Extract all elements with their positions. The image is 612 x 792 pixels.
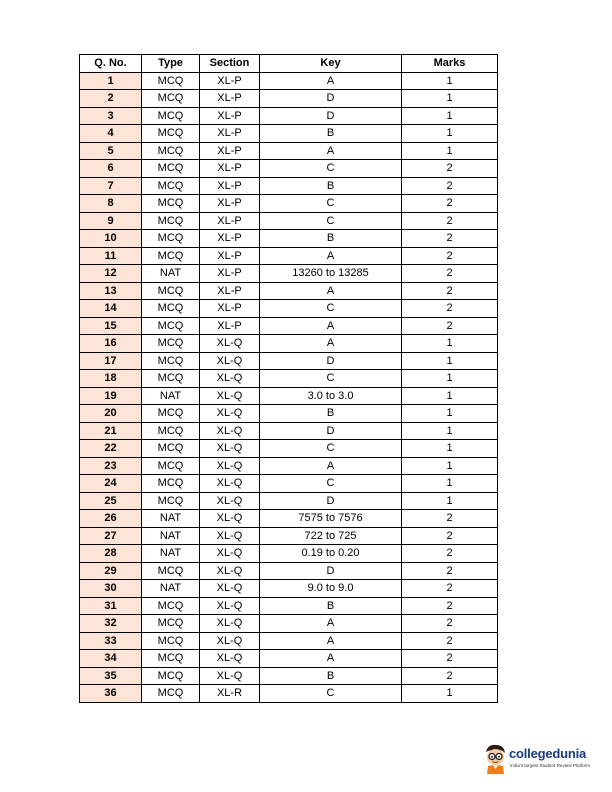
type-cell: MCQ (142, 685, 200, 703)
question-number-cell: 18 (80, 370, 142, 388)
key-cell: D (260, 107, 402, 125)
table-row (80, 247, 498, 265)
question-number-cell: 24 (80, 475, 142, 493)
table-row (80, 352, 498, 370)
question-number-cell: 16 (80, 335, 142, 353)
key-cell: B (260, 177, 402, 195)
mascot-icon (482, 742, 508, 774)
section-cell: XL-Q (200, 527, 260, 545)
key-cell: B (260, 405, 402, 423)
type-cell: MCQ (142, 195, 200, 213)
key-cell: C (260, 212, 402, 230)
type-cell: MCQ (142, 230, 200, 248)
header-row (80, 55, 498, 73)
table-row (80, 685, 498, 703)
type-cell: MCQ (142, 177, 200, 195)
question-number-cell: 9 (80, 212, 142, 230)
question-number-cell: 1 (80, 72, 142, 90)
question-number-cell: 28 (80, 545, 142, 563)
question-number-cell: 13 (80, 282, 142, 300)
question-number-cell: 14 (80, 300, 142, 318)
table-row (80, 317, 498, 335)
key-cell: D (260, 352, 402, 370)
section-cell: XL-P (200, 72, 260, 90)
type-cell: MCQ (142, 107, 200, 125)
type-cell: MCQ (142, 422, 200, 440)
section-cell: XL-Q (200, 597, 260, 615)
table-row (80, 615, 498, 633)
section-cell: XL-R (200, 685, 260, 703)
section-cell: XL-Q (200, 440, 260, 458)
section-cell: XL-P (200, 195, 260, 213)
key-cell: B (260, 597, 402, 615)
question-number-cell: 10 (80, 230, 142, 248)
type-cell: MCQ (142, 352, 200, 370)
section-cell: XL-Q (200, 370, 260, 388)
answer-key-table (79, 54, 498, 703)
question-number-cell: 35 (80, 667, 142, 685)
key-cell: 13260 to 13285 (260, 265, 402, 283)
marks-cell: 2 (402, 632, 498, 650)
key-cell: A (260, 335, 402, 353)
table-row (80, 177, 498, 195)
section-cell: XL-Q (200, 405, 260, 423)
marks-cell: 1 (402, 72, 498, 90)
marks-cell: 1 (402, 422, 498, 440)
key-cell: C (260, 440, 402, 458)
type-cell: MCQ (142, 440, 200, 458)
marks-cell: 2 (402, 300, 498, 318)
marks-cell: 1 (402, 440, 498, 458)
type-cell: MCQ (142, 457, 200, 475)
marks-cell: 2 (402, 527, 498, 545)
key-cell: 9.0 to 9.0 (260, 580, 402, 598)
section-cell: XL-P (200, 247, 260, 265)
table-row (80, 562, 498, 580)
table-row (80, 457, 498, 475)
type-cell: MCQ (142, 72, 200, 90)
question-number-cell: 15 (80, 317, 142, 335)
marks-cell: 1 (402, 142, 498, 160)
section-cell: XL-Q (200, 475, 260, 493)
marks-cell: 2 (402, 510, 498, 528)
question-number-cell: 29 (80, 562, 142, 580)
key-cell: 0.19 to 0.20 (260, 545, 402, 563)
question-number-cell: 20 (80, 405, 142, 423)
table-row (80, 212, 498, 230)
question-number-cell: 22 (80, 440, 142, 458)
question-number-cell: 8 (80, 195, 142, 213)
question-number-cell: 11 (80, 247, 142, 265)
table-row (80, 195, 498, 213)
section-cell: XL-P (200, 160, 260, 178)
marks-cell: 2 (402, 160, 498, 178)
collegedunia-logo[interactable] (482, 742, 604, 776)
marks-cell: 2 (402, 580, 498, 598)
section-cell: XL-Q (200, 545, 260, 563)
key-cell: A (260, 457, 402, 475)
key-cell: B (260, 125, 402, 143)
marks-cell: 2 (402, 317, 498, 335)
type-cell: MCQ (142, 650, 200, 668)
section-cell: XL-Q (200, 615, 260, 633)
key-cell: A (260, 72, 402, 90)
marks-cell: 1 (402, 90, 498, 108)
marks-cell: 2 (402, 247, 498, 265)
type-cell: MCQ (142, 370, 200, 388)
section-cell: XL-P (200, 230, 260, 248)
table-row (80, 335, 498, 353)
marks-cell: 1 (402, 405, 498, 423)
type-cell: MCQ (142, 90, 200, 108)
question-number-cell: 6 (80, 160, 142, 178)
section-cell: XL-Q (200, 352, 260, 370)
key-cell: D (260, 492, 402, 510)
table-row (80, 527, 498, 545)
table-row (80, 405, 498, 423)
type-cell: MCQ (142, 335, 200, 353)
table-row (80, 107, 498, 125)
type-cell: MCQ (142, 405, 200, 423)
question-number-cell: 36 (80, 685, 142, 703)
question-number-cell: 12 (80, 265, 142, 283)
key-cell: C (260, 475, 402, 493)
table-row (80, 510, 498, 528)
table-row (80, 90, 498, 108)
section-cell: XL-Q (200, 562, 260, 580)
key-cell: C (260, 370, 402, 388)
table-body (80, 72, 498, 702)
type-cell: MCQ (142, 492, 200, 510)
question-number-cell: 19 (80, 387, 142, 405)
marks-cell: 2 (402, 545, 498, 563)
question-number-cell: 3 (80, 107, 142, 125)
section-cell: XL-Q (200, 387, 260, 405)
type-cell: NAT (142, 265, 200, 283)
type-cell: MCQ (142, 247, 200, 265)
section-cell: XL-Q (200, 492, 260, 510)
type-cell: MCQ (142, 667, 200, 685)
marks-cell: 2 (402, 615, 498, 633)
key-cell: A (260, 282, 402, 300)
type-cell: MCQ (142, 160, 200, 178)
marks-cell: 2 (402, 597, 498, 615)
type-cell: NAT (142, 580, 200, 598)
key-cell: D (260, 422, 402, 440)
type-cell: NAT (142, 545, 200, 563)
section-cell: XL-Q (200, 580, 260, 598)
section-cell: XL-P (200, 282, 260, 300)
column-header: Section (200, 55, 260, 73)
marks-cell: 1 (402, 335, 498, 353)
table-header (80, 55, 498, 73)
question-number-cell: 17 (80, 352, 142, 370)
key-cell: B (260, 667, 402, 685)
table-row (80, 387, 498, 405)
key-cell: C (260, 685, 402, 703)
table-row (80, 492, 498, 510)
marks-cell: 1 (402, 492, 498, 510)
key-cell: A (260, 142, 402, 160)
section-cell: XL-Q (200, 667, 260, 685)
section-cell: XL-P (200, 317, 260, 335)
column-header: Type (142, 55, 200, 73)
question-number-cell: 5 (80, 142, 142, 160)
table-row (80, 475, 498, 493)
key-cell: A (260, 632, 402, 650)
key-cell: C (260, 160, 402, 178)
key-cell: C (260, 195, 402, 213)
type-cell: MCQ (142, 562, 200, 580)
table-row (80, 632, 498, 650)
marks-cell: 2 (402, 230, 498, 248)
table-row (80, 545, 498, 563)
key-cell: 722 to 725 (260, 527, 402, 545)
question-number-cell: 33 (80, 632, 142, 650)
type-cell: MCQ (142, 615, 200, 633)
key-cell: A (260, 317, 402, 335)
key-cell: D (260, 562, 402, 580)
type-cell: NAT (142, 387, 200, 405)
section-cell: XL-Q (200, 422, 260, 440)
key-cell: B (260, 230, 402, 248)
key-cell: A (260, 615, 402, 633)
key-cell: 7575 to 7576 (260, 510, 402, 528)
table-row (80, 160, 498, 178)
marks-cell: 2 (402, 650, 498, 668)
table-row (80, 282, 498, 300)
marks-cell: 1 (402, 685, 498, 703)
table-row (80, 72, 498, 90)
section-cell: XL-P (200, 265, 260, 283)
key-cell: 3.0 to 3.0 (260, 387, 402, 405)
marks-cell: 2 (402, 195, 498, 213)
column-header: Marks (402, 55, 498, 73)
type-cell: MCQ (142, 597, 200, 615)
table-row (80, 422, 498, 440)
question-number-cell: 26 (80, 510, 142, 528)
section-cell: XL-P (200, 212, 260, 230)
table-row (80, 667, 498, 685)
type-cell: MCQ (142, 317, 200, 335)
question-number-cell: 2 (80, 90, 142, 108)
section-cell: XL-P (200, 90, 260, 108)
logo-tagline: India's largest Student Review Platform (510, 763, 591, 768)
question-number-cell: 30 (80, 580, 142, 598)
key-cell: D (260, 90, 402, 108)
table-row (80, 597, 498, 615)
marks-cell: 2 (402, 282, 498, 300)
section-cell: XL-P (200, 177, 260, 195)
table-row (80, 230, 498, 248)
question-number-cell: 34 (80, 650, 142, 668)
question-number-cell: 4 (80, 125, 142, 143)
question-number-cell: 31 (80, 597, 142, 615)
section-cell: XL-Q (200, 335, 260, 353)
type-cell: MCQ (142, 300, 200, 318)
section-cell: XL-P (200, 142, 260, 160)
key-cell: A (260, 650, 402, 668)
type-cell: MCQ (142, 632, 200, 650)
column-header: Q. No. (80, 55, 142, 73)
type-cell: MCQ (142, 125, 200, 143)
table-row (80, 440, 498, 458)
section-cell: XL-P (200, 300, 260, 318)
table-row (80, 125, 498, 143)
type-cell: NAT (142, 510, 200, 528)
question-number-cell: 21 (80, 422, 142, 440)
marks-cell: 2 (402, 265, 498, 283)
table-row (80, 300, 498, 318)
marks-cell: 2 (402, 562, 498, 580)
type-cell: MCQ (142, 282, 200, 300)
section-cell: XL-Q (200, 650, 260, 668)
key-cell: A (260, 247, 402, 265)
table-row (80, 580, 498, 598)
marks-cell: 1 (402, 107, 498, 125)
marks-cell: 1 (402, 475, 498, 493)
marks-cell: 2 (402, 177, 498, 195)
section-cell: XL-P (200, 125, 260, 143)
type-cell: MCQ (142, 475, 200, 493)
table-row (80, 370, 498, 388)
marks-cell: 2 (402, 212, 498, 230)
marks-cell: 1 (402, 387, 498, 405)
table-row (80, 650, 498, 668)
section-cell: XL-Q (200, 510, 260, 528)
question-number-cell: 7 (80, 177, 142, 195)
question-number-cell: 25 (80, 492, 142, 510)
table-row (80, 265, 498, 283)
section-cell: XL-P (200, 107, 260, 125)
type-cell: MCQ (142, 142, 200, 160)
section-cell: XL-Q (200, 632, 260, 650)
marks-cell: 1 (402, 370, 498, 388)
column-header: Key (260, 55, 402, 73)
section-cell: XL-Q (200, 457, 260, 475)
question-number-cell: 23 (80, 457, 142, 475)
question-number-cell: 32 (80, 615, 142, 633)
marks-cell: 1 (402, 457, 498, 475)
type-cell: NAT (142, 527, 200, 545)
logo-brand-text: collegedunia (509, 746, 587, 761)
marks-cell: 2 (402, 667, 498, 685)
question-number-cell: 27 (80, 527, 142, 545)
marks-cell: 1 (402, 125, 498, 143)
type-cell: MCQ (142, 212, 200, 230)
key-cell: C (260, 300, 402, 318)
table-row (80, 142, 498, 160)
marks-cell: 1 (402, 352, 498, 370)
